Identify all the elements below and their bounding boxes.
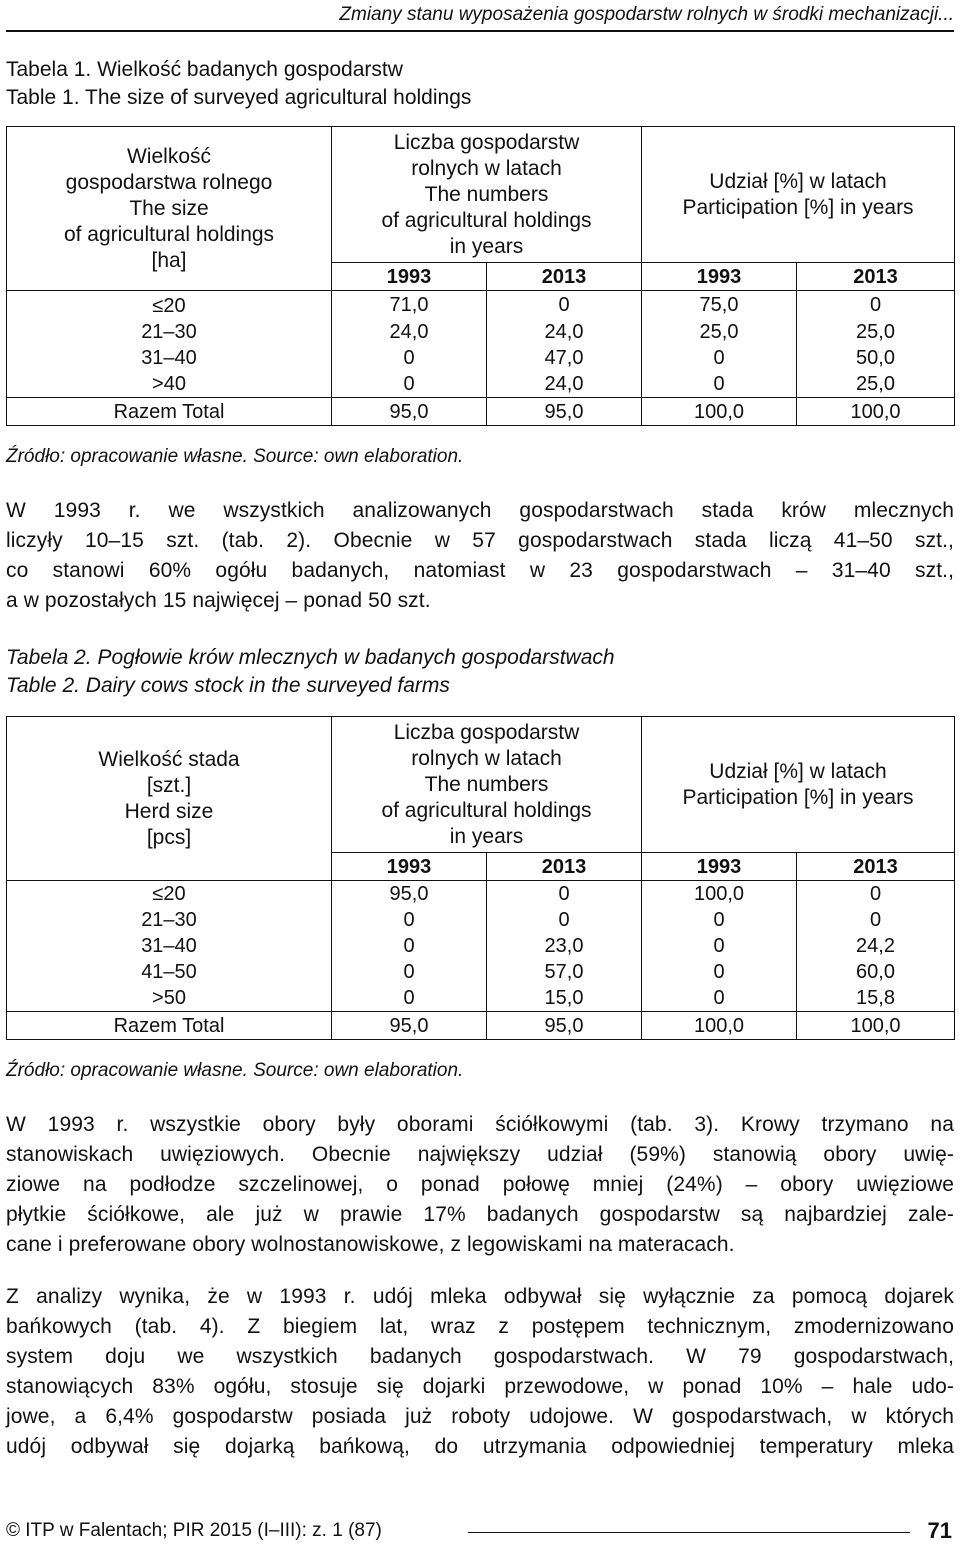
cell: 0 [642, 985, 797, 1012]
cell: 0 [642, 371, 797, 398]
paragraph-1 [6, 496, 954, 616]
text-line: Z analizy wynika, że w 1993 r. udój mleka odbywał się wyłącznie za pomocą dojarek [6, 1285, 954, 1308]
table1-year: 1993 [332, 263, 487, 291]
row-label: 41–50 [7, 959, 332, 985]
table-row [7, 959, 955, 985]
cell: 75,0 [642, 291, 797, 320]
table1-caption-pl: Tabela 1. Wielkość badanych gospodarstw [6, 58, 403, 81]
footer-rule [468, 1532, 910, 1533]
table-row [7, 933, 955, 959]
paragraph-2 [6, 1110, 954, 1260]
table2 [6, 716, 955, 1040]
table-row [7, 319, 955, 345]
table1-col1-header: Wielkość gospodarstwa rolnego The size of agricultural holdings [ha] [7, 127, 332, 291]
cell: 0 [332, 371, 487, 398]
row-label: 21–30 [7, 319, 332, 345]
cell: 100,0 [797, 1012, 955, 1040]
cell: 24,0 [487, 371, 642, 398]
cell: 100,0 [797, 398, 955, 426]
cell: 25,0 [797, 319, 955, 345]
cell: 50,0 [797, 345, 955, 371]
cell: 25,0 [642, 319, 797, 345]
cell: 95,0 [332, 398, 487, 426]
table-row [7, 881, 955, 908]
table2-source: Źródło: opracowanie własne. Source: own elaboration. [6, 1060, 464, 1081]
footer-citation: © ITP w Falentach; PIR 2015 (I–III): z. 1 (87) [6, 1520, 382, 1541]
cell: 100,0 [642, 398, 797, 426]
table1-year: 2013 [797, 263, 955, 291]
row-label: 31–40 [7, 345, 332, 371]
table1-caption [6, 56, 954, 112]
table-row [7, 371, 955, 398]
table1-total-row [7, 398, 955, 426]
row-label: >40 [7, 371, 332, 398]
table2-caption-en: Table 2. Dairy cows stock in the surveyed farms [6, 674, 450, 697]
cell: 0 [642, 933, 797, 959]
table-row [7, 907, 955, 933]
cell: 95,0 [487, 398, 642, 426]
total-label: Razem Total [7, 1012, 332, 1040]
cell: 0 [332, 907, 487, 933]
cell: 25,0 [797, 371, 955, 398]
table-row [7, 345, 955, 371]
text-line: W 1993 r. we wszystkich analizowanych gospodarstwach stada krów mlecznych [6, 499, 954, 522]
row-label: ≤20 [7, 881, 332, 908]
table2-year: 1993 [332, 853, 487, 881]
table1-col3-header: Udział [%] w latach Participation [%] in years [642, 127, 955, 263]
cell: 0 [487, 291, 642, 320]
table2-total-row [7, 1012, 955, 1040]
cell: 95,0 [332, 881, 487, 908]
row-label: 31–40 [7, 933, 332, 959]
table1 [6, 126, 955, 426]
cell: 47,0 [487, 345, 642, 371]
total-label: Razem Total [7, 398, 332, 426]
cell: 24,0 [332, 319, 487, 345]
table2-col2-header: Liczba gospodarstw rolnych w latach The numbers of agricultural holdings in years [332, 717, 642, 853]
cell: 0 [642, 959, 797, 985]
text-line: liczyły 10–15 szt. (tab. 2). Obecnie w 57 gospodarstwach stada liczą 41–50 szt., [6, 529, 954, 552]
text-line: stanowiących 83% ogółu, stosuje się dojarki przewodowe, w ponad 10% – hale udo- [6, 1375, 954, 1398]
table1-header-row [7, 127, 955, 263]
table1-col2-header: Liczba gospodarstw rolnych w latach The numbers of agricultural holdings in years [332, 127, 642, 263]
table2-header-row [7, 717, 955, 853]
table-row [7, 985, 955, 1012]
cell: 0 [797, 291, 955, 320]
cell: 0 [642, 345, 797, 371]
row-label: ≤20 [7, 291, 332, 320]
page [6, 0, 954, 1462]
row-label: 21–30 [7, 907, 332, 933]
table2-year: 2013 [797, 853, 955, 881]
text-line: co stanowi 60% ogółu badanych, natomiast w 23 gospodarstwach – 31–40 szt., [6, 559, 954, 582]
cell: 0 [487, 907, 642, 933]
cell: 0 [797, 907, 955, 933]
text-line: ziowe na podłodze szczelinowej, o ponad połowę mniej (24%) – obory uwięziowe [6, 1173, 954, 1196]
text-line: bańkowych (tab. 4). Z biegiem lat, wraz z postępem technicznym, zmodernizowano [6, 1315, 954, 1338]
text-line: W 1993 r. wszystkie obory były oborami ściółkowymi (tab. 3). Krowy trzymano na [6, 1113, 954, 1136]
cell: 0 [332, 985, 487, 1012]
text-line: a w pozostałych 15 najwięcej – ponad 50 szt. [6, 589, 431, 612]
table2-caption [6, 644, 954, 700]
table2-year: 2013 [487, 853, 642, 881]
text-line: jowe, a 6,4% gospodarstw posiada już roboty udojowe. W gospodarstwach, w których [6, 1405, 954, 1428]
page-footer [6, 1518, 954, 1546]
running-header: Zmiany stanu wyposażenia gospodarstw rolnych w środki mechanizacji... [339, 4, 954, 25]
cell: 0 [487, 881, 642, 908]
cell: 100,0 [642, 1012, 797, 1040]
cell: 23,0 [487, 933, 642, 959]
cell: 0 [332, 345, 487, 371]
table1-year: 1993 [642, 263, 797, 291]
cell: 57,0 [487, 959, 642, 985]
cell: 0 [332, 933, 487, 959]
cell: 0 [642, 907, 797, 933]
cell: 71,0 [332, 291, 487, 320]
page-number: 71 [927, 1518, 952, 1543]
table1-caption-en: Table 1. The size of surveyed agricultural holdings [6, 86, 472, 109]
table2-col1-header: Wielkość stada [szt.] Herd size [pcs] [7, 717, 332, 881]
text-line: płytkie ściółkowe, ale już w prawie 17% badanych gospodarstw są najbardziej zale- [6, 1203, 954, 1226]
header-rule [6, 30, 954, 32]
table1-source: Źródło: opracowanie własne. Source: own elaboration. [6, 446, 464, 467]
table2-year: 1993 [642, 853, 797, 881]
text-line: system doju we wszystkich badanych gospodarstwach. W 79 gospodarstwach, [6, 1345, 954, 1368]
text-line: cane i preferowane obory wolnostanowiskowe, z legowiskami na materacach. [6, 1233, 735, 1256]
text-line: stanowiskach uwięziowych. Obecnie największy udział (59%) stanowią obory uwię- [6, 1143, 954, 1166]
paragraph-3 [6, 1282, 954, 1462]
cell: 0 [797, 881, 955, 908]
table-row [7, 291, 955, 320]
text-line: udój odbywał się dojarką bańkową, do utrzymania odpowiedniej temperatury mleka [6, 1435, 954, 1458]
cell: 95,0 [487, 1012, 642, 1040]
cell: 24,2 [797, 933, 955, 959]
cell: 24,0 [487, 319, 642, 345]
row-label: >50 [7, 985, 332, 1012]
cell: 95,0 [332, 1012, 487, 1040]
table1-year: 2013 [487, 263, 642, 291]
cell: 15,0 [487, 985, 642, 1012]
table2-caption-pl: Tabela 2. Pogłowie krów mlecznych w badanych gospodarstwach [6, 646, 615, 669]
cell: 15,8 [797, 985, 955, 1012]
cell: 100,0 [642, 881, 797, 908]
cell: 0 [332, 959, 487, 985]
table2-col3-header: Udział [%] w latach Participation [%] in years [642, 717, 955, 853]
cell: 60,0 [797, 959, 955, 985]
